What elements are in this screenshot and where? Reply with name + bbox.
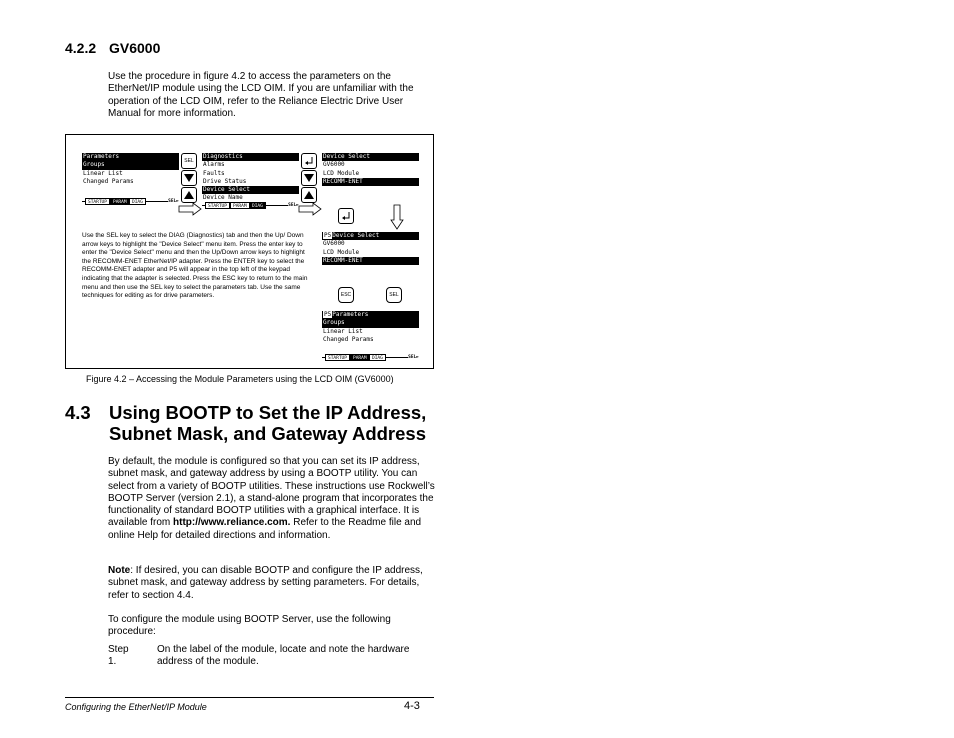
sel-key: SEL: [386, 287, 402, 303]
paragraph-text: Refer to the Readme file and online Help for detailed directions and information.: [108, 517, 422, 541]
section-title-line1: Using BOOTP to Set the IP Address,: [109, 402, 427, 423]
lcd-row: Linear List: [323, 327, 363, 335]
p5-badge: P5: [324, 232, 332, 239]
lcd-tab-bar: [82, 197, 179, 207]
lcd-row: Groups: [82, 161, 179, 169]
up-arrow-icon: [301, 187, 317, 203]
section-number: 4.2.2: [65, 40, 97, 56]
esc-key: ESC: [338, 287, 354, 303]
note-text: : If desired, you can disable BOOTP and configure the IP address, subnet mask, and gateway address by setting parameters. For details, refer to section 4.4.: [108, 565, 423, 601]
footer-rule: [65, 697, 434, 698]
lcd-row: [322, 311, 419, 319]
figure-instructions: Use the SEL key to select the DIAG (Diagnostics) tab and then the Up/ Down arrow keys to highlight the "Device Select" menu item. Press the enter key to enter the "Device Select" menu and then the Up/Down arrow keys to highlight the RECOMM-ENET EtherNet/IP adapter. Press the ENTER key to select the RECOMM-ENET adapter and P5 will appear in the top left of the keypad indicating that the adapter is selected. Press the ESC key to return to the main menu and then use the SEL key to select the parameters tab. Use the same techniques for editing as for drive parameters.: [82, 232, 308, 300]
figure-caption: Figure 4.2 – Accessing the Module Parameters using the LCD OIM (GV6000): [86, 374, 394, 384]
footer-title: Configuring the EtherNet/IP Module: [65, 702, 207, 712]
lcd-sel-indicator: SEL►: [168, 198, 179, 206]
section-title-line2: Subnet Mask, and Gateway Address: [109, 423, 426, 444]
procedure-intro: To configure the module using BOOTP Server, use the following procedure:: [108, 614, 391, 638]
lcd-row: [322, 232, 419, 240]
lcd-row-header: Device Select: [332, 232, 380, 239]
lcd-tab-diag: DIAG: [249, 202, 266, 209]
step-text: On the label of the module, locate and note the hardware address of the module.: [157, 644, 410, 668]
lcd-tab-diag: DIAG: [369, 354, 386, 361]
lcd-tab-param: PARAM: [350, 354, 370, 361]
step-number: Step 1.: [108, 644, 129, 668]
lcd-tab-bar: [322, 353, 419, 363]
lcd-row: LCD Module: [323, 169, 360, 177]
lcd-screen-p5-parameters: [322, 311, 419, 363]
intro-paragraph: Use the procedure in figure 4.2 to access the parameters on the EtherNet/IP module using the LCD OIM. If you are unfamiliar with the operation of the LCD OIM, refer to the Reliance Electric Drive User Manual for more information.: [108, 71, 414, 119]
lcd-tab-diag: DIAG: [129, 198, 146, 205]
section-number: 4.3: [65, 402, 91, 423]
lcd-tab-bar: [202, 201, 299, 211]
lcd-row: Parameters: [82, 153, 179, 161]
lcd-row: RECOMM-ENET: [322, 178, 419, 186]
lcd-tab-param: PARAM: [110, 198, 130, 205]
lcd-tab-startup: STARTUP: [85, 198, 110, 205]
lcd-screen-p5-device-select: [322, 232, 419, 265]
figure-4-2: [65, 134, 434, 369]
lcd-screen-parameters: [82, 153, 179, 207]
lcd-row: LCD Module: [323, 248, 360, 256]
lcd-row: Alarms: [203, 161, 225, 169]
lcd-row-header: Parameters: [332, 311, 369, 318]
lcd-row: GV6000: [323, 240, 345, 248]
note-paragraph: [108, 565, 438, 602]
lcd-row: Changed Params: [83, 177, 134, 185]
sel-key: SEL: [181, 153, 197, 169]
lcd-row: GV6000: [323, 161, 345, 169]
lcd-tab-startup: STARTUP: [205, 202, 230, 209]
lcd-row: Drive Status: [203, 177, 247, 185]
down-arrow-icon: [181, 170, 197, 186]
lcd-row: Diagnostics: [202, 153, 299, 161]
lcd-row: Linear List: [83, 169, 123, 177]
lcd-screen-device-select: [322, 153, 419, 186]
lcd-row: Faults: [203, 169, 225, 177]
section-heading-4-2-2: [65, 40, 160, 56]
page-number: 4-3: [404, 700, 420, 712]
flow-right-arrow-icon: [178, 202, 202, 216]
lcd-row: Device Name: [203, 194, 243, 202]
lcd-tab-startup: STARTUP: [325, 354, 350, 361]
note-label: Note: [108, 565, 131, 576]
lcd-row: RECOMM-ENET: [322, 257, 419, 265]
flow-down-arrow-icon: [390, 204, 404, 230]
section-title: GV6000: [109, 40, 161, 56]
lcd-tab-param: PARAM: [230, 202, 250, 209]
section-heading-4-3: [65, 402, 426, 444]
lcd-sel-indicator: SEL►: [288, 202, 299, 210]
lcd-row: Device Select: [202, 186, 299, 194]
lcd-screen-diagnostics: [202, 153, 299, 211]
lcd-sel-indicator: SEL►: [408, 354, 419, 362]
enter-key-icon: [301, 153, 317, 169]
lcd-row: Groups: [322, 319, 419, 327]
flow-right-arrow-icon: [298, 202, 322, 216]
reliance-link[interactable]: http://www.reliance.com.: [173, 517, 291, 529]
p5-badge: P5: [324, 311, 332, 318]
paragraph-text: By default, the module is configured so that you can set its IP address, subnet mask, and gateway address by using a BOOTP utility. You can select from a variety of BOOTP utilities. These instructions use Rockwell’s BOOTP Server (version 2.1), a stand-alone program that incorporates the functionality of standard BOOTP utilities with a graphical interface. It is available from: [108, 456, 435, 529]
bootp-paragraph: [108, 456, 438, 542]
enter-key-icon: [338, 208, 354, 224]
up-arrow-icon: [181, 187, 197, 203]
lcd-row: Changed Params: [323, 335, 374, 343]
lcd-row: Device Select: [322, 153, 419, 161]
down-arrow-icon: [301, 170, 317, 186]
